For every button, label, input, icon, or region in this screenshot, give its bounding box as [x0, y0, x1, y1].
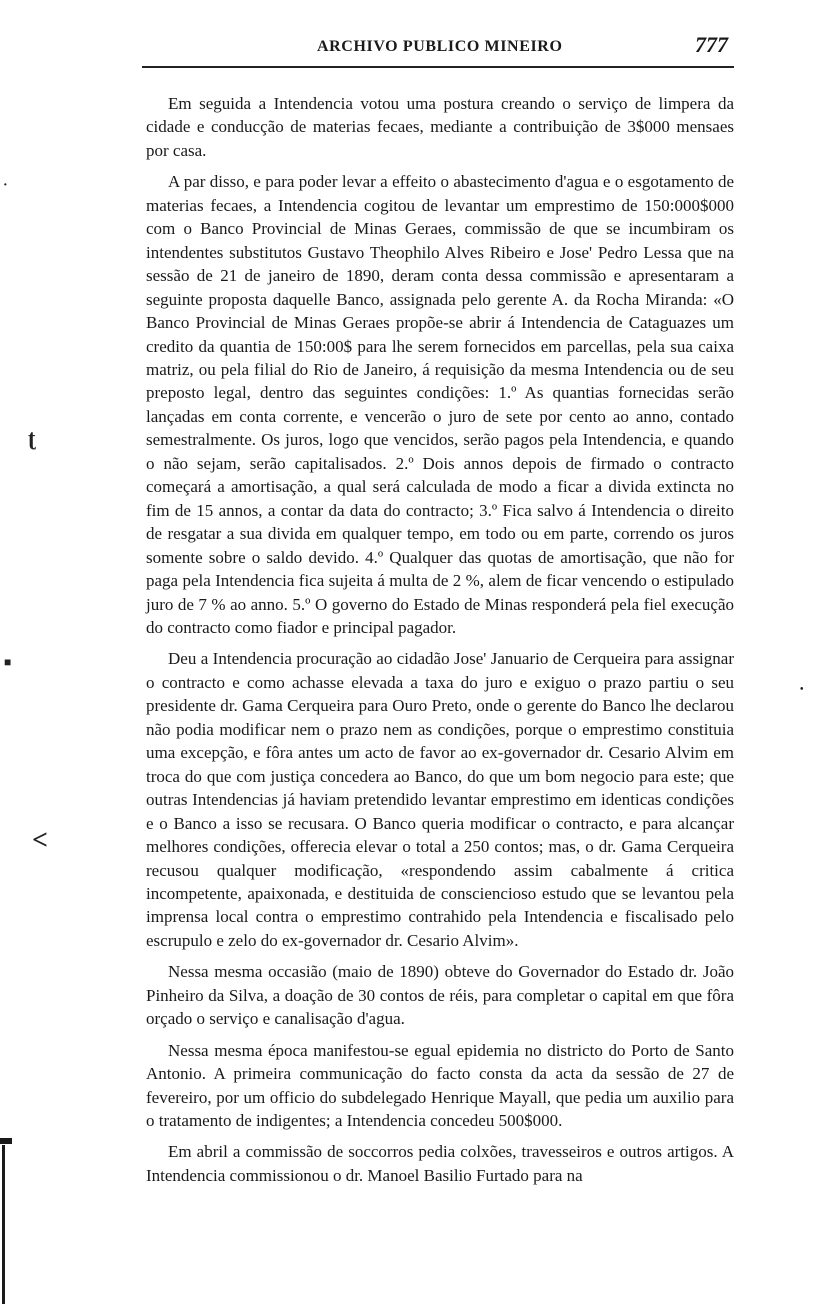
- page-number: 777: [695, 32, 728, 57]
- margin-speck: ·: [3, 178, 8, 193]
- paragraph-2: A par disso, e para poder levar a effeito o abastecimento d'agua e o esgotamento de materias fecaes, a Intendencia cogitou de levantar um emprestimo de 150:000$000 com o Banco Provincial de Minas Geraes, commissão de que se incumbiram os intendentes substitutos Gustavo Theophilo Alves Ribeiro e Jose' Pedro Lessa que na sessão de 21 de janeiro de 1890, deram conta dessa commissão e apresentaram a seguinte proposta daquelle Banco, assignada pelo gerente A. da Rocha Miranda: «O Banco Provincial de Minas Geraes propõe-se abrir á Intendencia de Cataguazes um credito da quantia de 150:00$ para lhe serem fornecidos em parcellas, pela sua caixa matriz, ou pela filial do Rio de Janeiro, á requisição da mesma Intendencia ou de seu preposto legal, dentro das seguintes condições: 1.º As quantias fornecidas serão lançadas em conta corrente, e vencerão o juro de sete por cento ao anno, contado semestralmente. Os juros, logo que vencidos, serão pagos pela Intendencia, e quando o não sejam, serão capitalisados. 2.º Dois annos depois de firmado o contracto começará a amortisação, a qual será calculada de modo a ficar a divida extincta no fim de 15 annos, a contar da data do contracto; 3.º Fica salvo á Intendencia o direito de resgatar a sua divida em qualquer tempo, em todo ou em parte, correndo os juros somente sobre o saldo devido. 4.º Qualquer das quotas de amortisação, que não for paga pela Intendencia fica sujeita á multa de 2 %, alem de ficar vencendo o estipulado juro de 7 % ao anno. 5.º O governo do Estado de Minas responderá pela fiel execução do contracto como fiador e principal pagador.: [146, 172, 734, 637]
- header-rule: [142, 66, 734, 68]
- paragraph-4: Nessa mesma occasião (maio de 1890) obteve do Governador do Estado dr. João Pinheiro da Silva, a doação de 30 contos de réis, para completar o capital em que fôra orçado o serviço e canalisação d'agua.: [146, 962, 734, 1029]
- paragraph-1: Em seguida a Intendencia votou uma postura creando o serviço de limpera da cidade e conducção de materias fecaes, mediante a contribuição de 3$000 mensaes por casa.: [146, 94, 734, 160]
- body-text: [146, 92, 734, 1195]
- margin-mark: ˂: [32, 825, 48, 856]
- binding-edge-tab: [0, 1138, 12, 1144]
- paragraph-5: Nessa mesma época manifestou-se egual epidemia no districto do Porto de Santo Antonio. A primeira communicação do facto consta da acta da sessão de 27 de fevereiro, por um officio do subdelegado Henrique Mayall, que pedia um auxilio para o tratamento de indigentes; a Intendencia concedeu 500$000.: [146, 1040, 734, 1131]
- paragraph-6: Em abril a commissão de soccorros pedia colxões, travesseiros e outros artigos. A Intendencia commissionou o dr. Manoel Basilio Furtado para na: [146, 1142, 734, 1185]
- margin-speck: •: [800, 684, 804, 695]
- running-title: ARCHIVO PUBLICO MINEIRO: [317, 38, 563, 55]
- paragraph-3: Deu a Intendencia procuração ao cidadão Jose' Januario de Cerqueira para assignar o contracto e como achasse elevada a taxa do juro e exiguo o prazo partiu o seu presidente dr. Gama Cerqueira para Ouro Preto, onde o gerente do Banco lhe declarou não podia modificar nem o prazo nem as condições, porque o emprestimo constituia uma excepção, e fôra antes um acto de favor ao ex-governador dr. Cesario Alvim em troca do que com justiça concedera ao Banco, do que um bom negocio para este; que outras Intendencias já haviam pretendido levantar emprestimo em identicas condições e o Banco a isso se recusara. O Banco queria modificar o contracto, e para alcançar melhores condições, offerecia elevar o total a 250 contos; mas, o dr. Gama Cerqueira recusou qualquer modificação, «respondendo assim cabalmente á critica incompetente, apaixonada, e destituida de consciencioso estudo que se levantou pela imprensa local contra o emprestimo contrahido pela Intendencia e fiscalisado pelo escrupulo e zelo do ex-governador dr. Cesario Alvim».: [146, 649, 734, 950]
- margin-mark: ʈ: [28, 425, 36, 450]
- binding-edge-line: [2, 1145, 5, 1304]
- page-header: [142, 30, 734, 70]
- margin-speck: ■: [4, 655, 12, 669]
